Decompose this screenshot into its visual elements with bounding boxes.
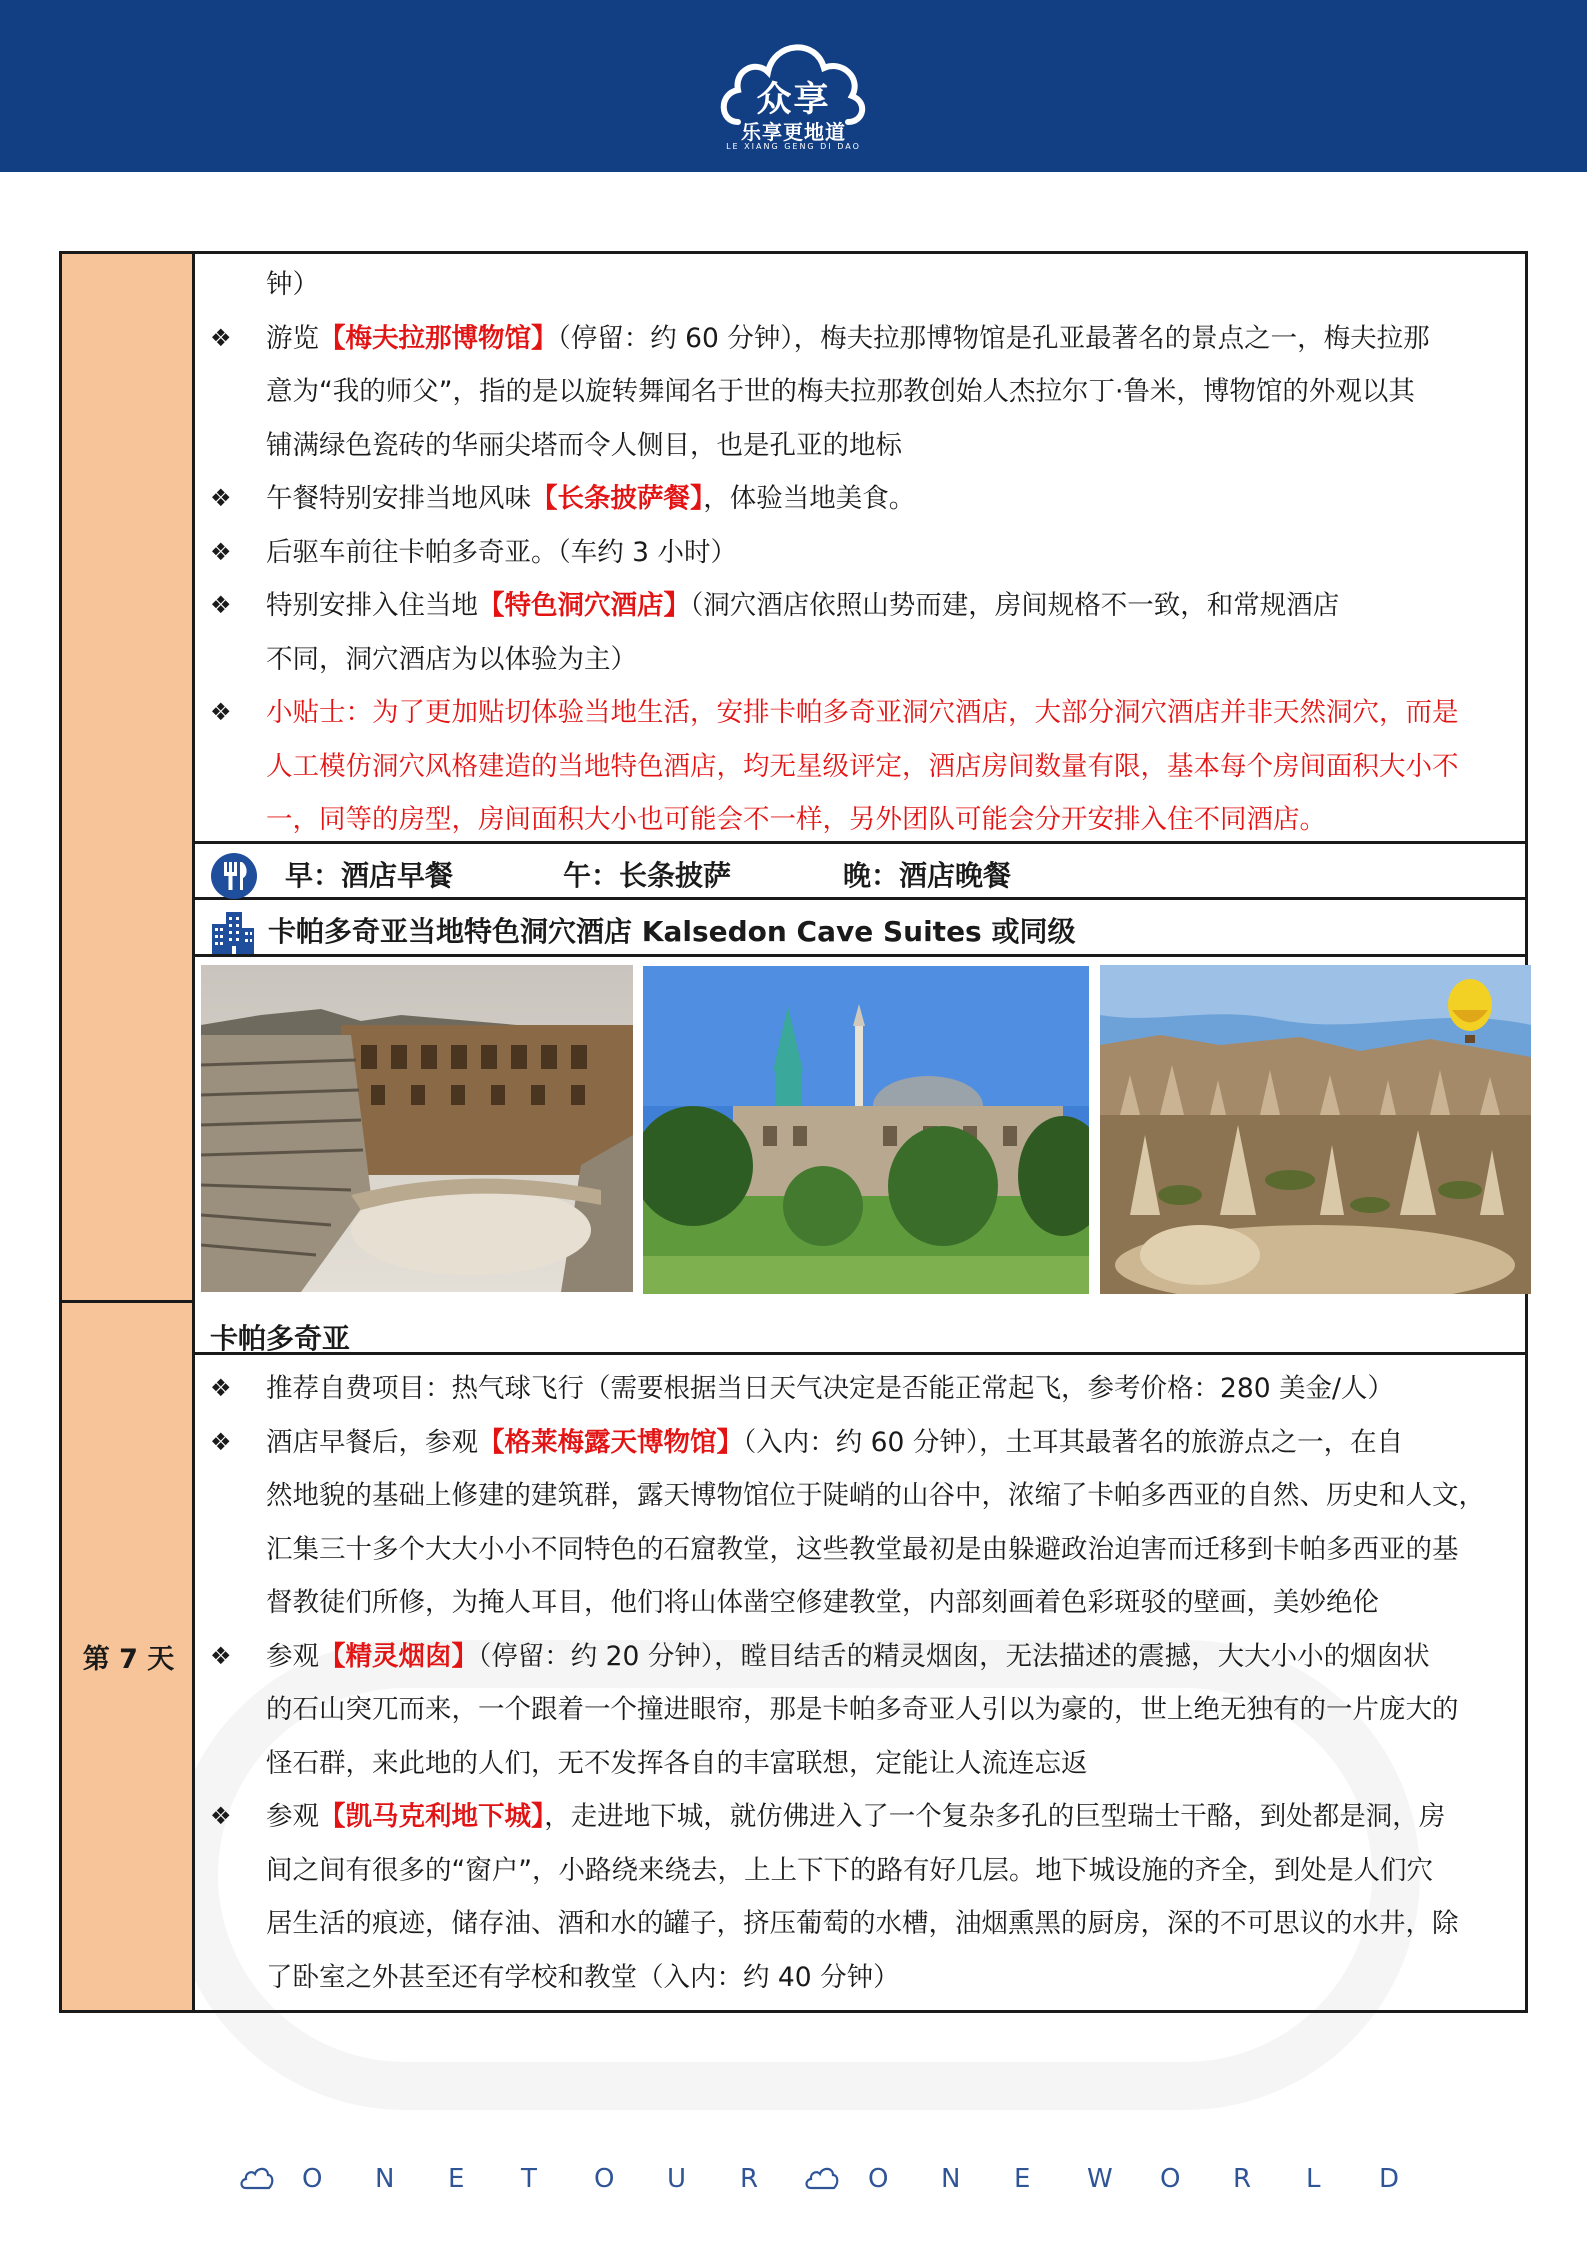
footer-letter: L [1306, 2164, 1321, 2194]
hotel-row [210, 904, 1510, 960]
footer-letter: N [941, 2164, 961, 2194]
line-text: 一，同等的房型，房间面积大小也可能会不一样，另外团队可能会分开安排入住不同酒店。 [266, 804, 1326, 835]
logo-main-text: 众享 [756, 80, 831, 120]
list-item [210, 579, 1459, 633]
footer-letter: N [375, 2164, 395, 2194]
highlighted-attraction: 【长条披萨餐】 [531, 483, 704, 514]
list-item-continuation [210, 1683, 1485, 1737]
line-text: （停留：约 20 分钟），瞠目结舌的精灵烟囱，无法描述的震撼，大大小小的烟囱状 [478, 1640, 1430, 1672]
list-item [210, 526, 1459, 580]
footer-letter: E [1014, 2164, 1031, 2194]
footer-letter: O [594, 2164, 615, 2194]
meals-row [210, 848, 1510, 904]
brand-logo [716, 24, 871, 154]
day-column [62, 254, 195, 2010]
diamond-bullet-icon: ❖ [210, 1374, 232, 1402]
day6-activity-list [210, 258, 1459, 847]
list-item [210, 1416, 1485, 1470]
line-text: 然地貌的基础上修建的建筑群，露天博物馆位于陡峭的山谷中，浓缩了卡帕多西亚的自然、历史和人文， [266, 1480, 1485, 1511]
diamond-bullet-icon: ❖ [210, 323, 232, 352]
footer-letter: O [302, 2164, 323, 2194]
line-text: 居生活的痕迹，储存油、酒和水的罐子，挤压葡萄的水槽，油烟熏黑的厨房，深的不可思议的水井，除 [266, 1908, 1459, 1939]
list-item [210, 312, 1459, 366]
footer-letter: E [448, 2164, 465, 2194]
line-text: ，体验当地美食。 [703, 483, 916, 514]
list-item [210, 472, 1459, 526]
list-item-continuation [210, 1576, 1485, 1630]
line-text: 游览 [266, 322, 319, 354]
diamond-bullet-icon: ❖ [210, 1427, 232, 1456]
list-item-continuation [210, 258, 1459, 312]
highlighted-attraction: 【凯马克利地下城】 [319, 1801, 545, 1832]
footer-letter: W [1087, 2164, 1113, 2194]
line-text: 午餐特别安排当地风味 [266, 483, 531, 514]
line-text: ，走进地下城，就仿佛进入了一个复杂多孔的巨型瑞士干酪，到处都是洞，房 [544, 1801, 1446, 1832]
hotel-name: 卡帕多奇亚当地特色洞穴酒店 Kalsedon Cave Suites 或同级 [268, 915, 1076, 948]
list-item-continuation [210, 1897, 1485, 1951]
line-text: （停留：约 60 分钟），梅夫拉那博物馆是孔亚最著名的景点之一，梅夫拉那 [557, 322, 1430, 354]
list-item-continuation [210, 1737, 1485, 1791]
day7-title: 卡帕多奇亚 [210, 1322, 351, 1355]
photo-cappadocia-valley [1100, 965, 1531, 1294]
line-text: 汇集三十多个大大小小不同特色的石窟教堂，这些教堂最初是由躲避政治迫害而迁移到卡帕多西亚的基 [266, 1533, 1459, 1565]
list-item-continuation [210, 793, 1459, 847]
footer-letter: D [1379, 2164, 1400, 2194]
line-text: 钟） [266, 269, 319, 300]
highlighted-attraction: 【格莱梅露天博物馆】 [478, 1426, 743, 1458]
line-text: 后驱车前往卡帕多奇亚。（车约 3 小时） [266, 536, 737, 568]
day7-activity-list [210, 1362, 1485, 2004]
line-text: （入内：约 60 分钟），土耳其最著名的旅游点之一，在自 [743, 1426, 1404, 1458]
footer-letter: O [868, 2164, 889, 2194]
itinerary-table [59, 251, 1528, 2013]
list-item-continuation [210, 1951, 1485, 2005]
footer-cloud-icon-right [805, 2166, 839, 2192]
line-text: 怪石群，来此地的人们，无不发挥各自的丰富联想，定能让人流连忘返 [266, 1747, 1088, 1779]
line-text: 参观 [266, 1801, 319, 1832]
line-text: 意为“我的师父”，指的是以旋转舞闻名于世的梅夫拉那教创始人杰拉尔丁·鲁米，博物馆的外观以其 [266, 376, 1415, 407]
list-item-continuation [210, 419, 1459, 473]
hotel-building-icon [210, 910, 256, 954]
diamond-bullet-icon: ❖ [210, 537, 232, 566]
meal-utensils-icon [210, 852, 258, 900]
diamond-bullet-icon: ❖ [210, 698, 232, 726]
list-item-continuation [210, 633, 1459, 687]
list-item-continuation [210, 1844, 1485, 1898]
footer-cloud-icon-left [240, 2166, 274, 2192]
line-text: 小贴士：为了更加贴切体验当地生活，安排卡帕多奇亚洞穴酒店，大部分洞穴酒店并非天然洞穴，而是 [266, 697, 1459, 728]
line-text: 督教徒们所修，为掩人耳目，他们将山体凿空修建教堂，内部刻画着色彩斑驳的壁画，美妙绝伦 [266, 1587, 1379, 1618]
day-label: 第 7 天 [82, 1644, 175, 1675]
photo-mevlana-museum [643, 966, 1089, 1294]
list-item-continuation [210, 740, 1459, 794]
diamond-bullet-icon: ❖ [210, 591, 232, 619]
logo-sub-text: 乐享更地道 [741, 120, 846, 144]
footer-letter: U [667, 2164, 687, 2194]
highlighted-attraction: 【梅夫拉那博物馆】 [319, 322, 558, 354]
diamond-bullet-icon: ❖ [210, 484, 232, 512]
line-text: （洞穴酒店依照山势而建，房间规格不一致，和常规酒店 [690, 590, 1340, 621]
line-text: 特别安排入住当地 [266, 590, 478, 621]
photo-ancient-theatre [201, 965, 633, 1292]
list-item [210, 1790, 1485, 1844]
line-text: 的石山突兀而来，一个跟着一个撞进眼帘，那是卡帕多奇亚人引以为豪的，世上绝无独有的一片庞大的 [266, 1694, 1459, 1725]
highlighted-attraction: 【精灵烟囱】 [319, 1640, 478, 1672]
list-item-continuation [210, 365, 1459, 419]
line-text: 人工模仿洞穴风格建造的当地特色酒店，均无星级评定，酒店房间数量有限，基本每个房间面积大小不 [266, 750, 1459, 782]
list-item-continuation [210, 1523, 1485, 1577]
row-divider-day7-title [195, 1352, 1528, 1355]
line-text: 不同，洞穴酒店为以体验为主） [266, 643, 637, 675]
logo-pinyin-text: LE XIANG GENG DI DAO [726, 142, 861, 151]
list-item [210, 1362, 1485, 1416]
list-item [210, 1630, 1485, 1684]
line-text: 铺满绿色瓷砖的华丽尖塔而令人侧目，也是孔亚的地标 [266, 429, 902, 461]
meal-breakfast: 早：酒店早餐 [285, 859, 454, 892]
highlighted-attraction: 【特色洞穴酒店】 [478, 590, 690, 621]
diamond-bullet-icon: ❖ [210, 1641, 232, 1670]
line-text: 了卧室之外甚至还有学校和教堂（入内：约 40 分钟） [266, 1961, 900, 1993]
list-item [210, 686, 1459, 740]
list-item-continuation [210, 1469, 1485, 1523]
meal-dinner: 晚：酒店晚餐 [843, 859, 1012, 892]
footer-letter: R [740, 2164, 759, 2194]
footer-letter: T [521, 2164, 537, 2194]
footer-letter: O [1160, 2164, 1181, 2194]
line-text: 推荐自费项目：热气球飞行（需要根据当日天气决定是否能正常起飞，参考价格：280 美金/人） [266, 1373, 1394, 1404]
meal-lunch: 午：长条披萨 [563, 859, 732, 892]
line-text: 参观 [266, 1640, 319, 1672]
diamond-bullet-icon: ❖ [210, 1802, 232, 1830]
page-footer [240, 2162, 1400, 2202]
footer-letter: R [1233, 2164, 1252, 2194]
page-header [0, 0, 1587, 172]
day-divider [62, 1300, 195, 1303]
line-text: 酒店早餐后，参观 [266, 1426, 478, 1458]
line-text: 间之间有很多的“窗户”，小路绕来绕去，上上下下的路有好几层。地下城设施的齐全，到处是人们穴 [266, 1854, 1433, 1886]
